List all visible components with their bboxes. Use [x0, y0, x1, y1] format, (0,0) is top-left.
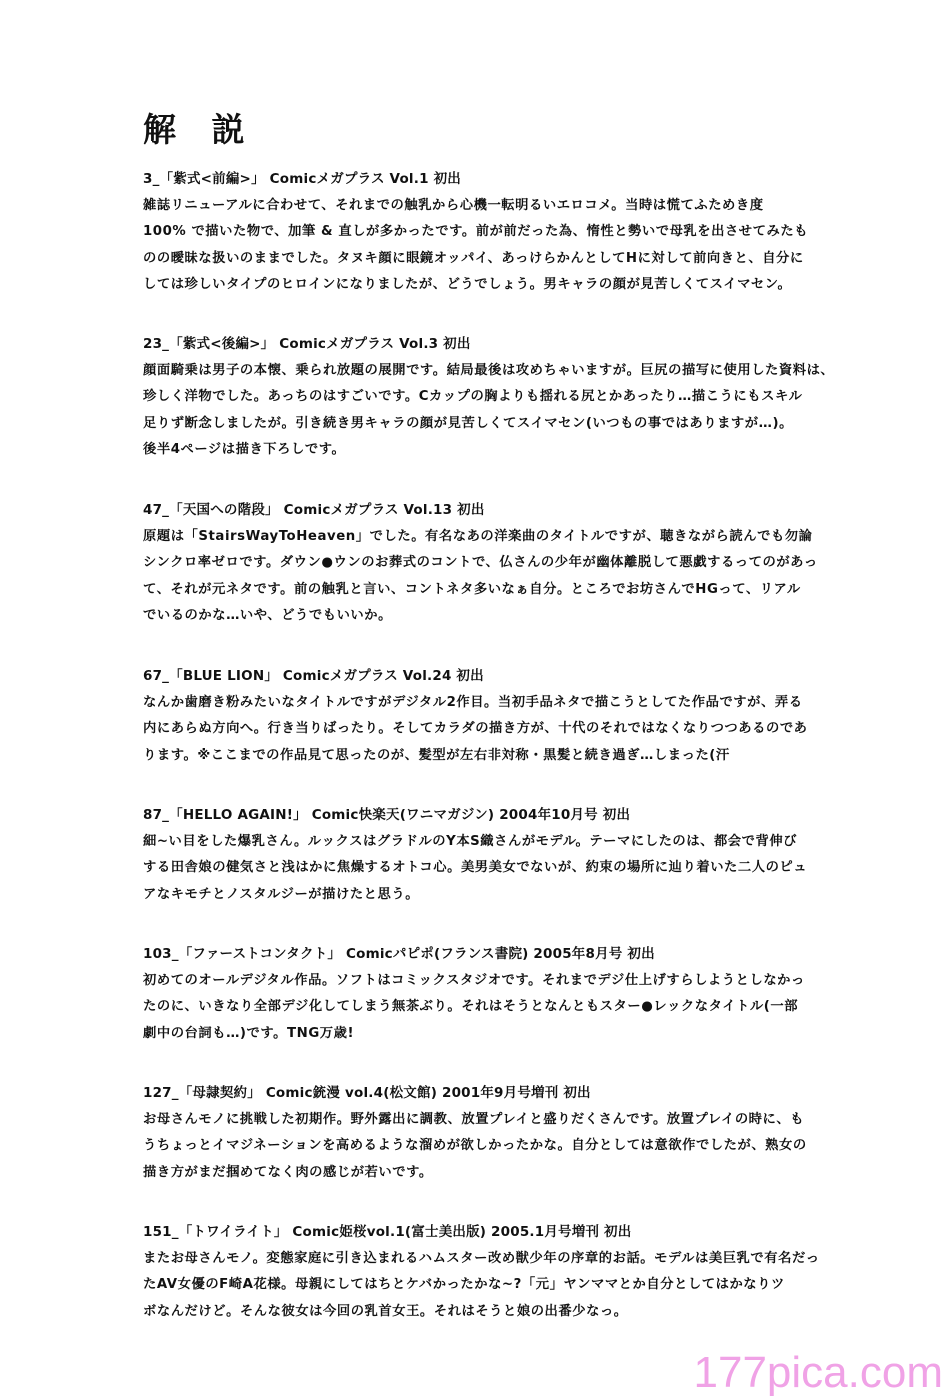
entry-text-line: でいるのかな…いや、どうでもいいか。 — [143, 607, 392, 623]
entry-text-line: 内にあらぬ方向へ。行き当りばったり。そしてカラダの描き方が、十代のそれではなくなりつつあるのであ — [143, 721, 808, 737]
entry-text-line: 原題は「StairsWayToHeaven」でした。有名なあの洋楽曲のタイトルですが、聴きながら読んでも勿論 — [143, 529, 813, 544]
entry-text-line: のの曖昧な扱いのままでした。タヌキ顔に眼鏡オッパイ、あっけらかんとしてHに対して前向きと、自分に — [143, 250, 804, 266]
entry-text-line: 雑誌リニューアルに合わせて、それまでの触乳から心機一転明るいエロコメ。当時は慌てふためき度 — [143, 198, 764, 213]
entry-heading: 23_「紫式<後編>」 Comicメガプラス Vol.3 初出 — [143, 336, 471, 352]
entry-text-line: 足りず断念しましたが。引き続き男キャラの顔が見苦しくてスイマセン(いつもの事ではありますが…)。 — [143, 415, 793, 431]
entry-text-line: お母さんモノに挑戦した初期作。野外露出に調教、放置プレイと盛りだくさんです。放置プレイの時に、も — [143, 1112, 805, 1127]
entry — [143, 335, 888, 463]
entry-heading: 67_「BLUE LION」 Comicメガプラス Vol.24 初出 — [143, 668, 484, 684]
entry — [143, 806, 888, 908]
entry-text-line: シンクロ率ゼロです。ダウン●ウンのお葬式のコントで、仏さんの少年が幽体離脱して悪戯するってのがあっ — [143, 555, 818, 571]
entry-text-line: しては珍しいタイプのヒロインになりましたが、どうでしょう。男キャラの顔が見苦しくてスイマセン。 — [143, 276, 792, 292]
entry-text-line: 珍しく洋物でした。あっちのはすごいです。Cカップの胸よりも揺れる尻とかあったり…描こうにもスキル — [143, 389, 803, 405]
entry-text-line: 100% で描いた物で、加筆 & 直しが多かったです。前が前だった為、惰性と勢いで母乳を出させてみたも — [143, 224, 809, 240]
entry-text-line: アなキモチとノスタルジーが描けたと思う。 — [143, 886, 420, 902]
entry — [143, 170, 888, 298]
entry-text-line: 顔面騎乗は男子の本懐、乗られ放題の展開です。結局最後は攻めちゃいますが。巨尻の描写に使用した資料は、 — [143, 363, 835, 378]
entry-heading: 103_「ファーストコンタクト」 Comicパピポ(フランス書院) 2005年8月号 初出 — [143, 946, 655, 962]
entry-text-line: 描き方がまだ掴めてなく肉の感じが若いです。 — [143, 1164, 433, 1180]
entry-heading: 127_「母隷契約」 Comic銃漫 vol.4(松文館) 2001年9月号増刊 初出 — [143, 1085, 591, 1101]
page-title: 解 説 — [143, 110, 257, 149]
entry-text-line: する田舎娘の健気さと浅はかに焦燥するオトコ心。美男美女でないが、約束の場所に辿り着いた二人のピュ — [143, 860, 808, 876]
entry-heading: 3_「紫式<前編>」 Comicメガプラス Vol.1 初出 — [143, 171, 461, 187]
entry-text-line: 後半4ページは描き下ろしです。 — [143, 441, 346, 457]
entry-text-line: なんか歯磨き粉みたいなタイトルですがデジタル2作目。当初手品ネタで描こうとしてた作品ですが、弄る — [143, 695, 803, 710]
entry — [143, 1223, 888, 1325]
entry-text-line: たのに、いきなり全部デジ化してしまう無茶ぶり。それはそうとなんともスター●レックなタイトル(一部 — [143, 999, 799, 1015]
entry-text-line: 細~い目をした爆乳さん。ルックスはグラドルのY本S織さんがモデル。テーマにしたのは、都会で背伸び — [143, 834, 798, 849]
entry-text-line: 劇中の台詞も…)です。TNG万歳! — [143, 1025, 355, 1041]
entry-text-line: たAV女優のF崎A花様。母親にしてはちとケバかったかな~?「元」ヤンママとか自分としてはかなりツ — [143, 1277, 785, 1293]
entry-heading: 47_「天国への階段」 Comicメガプラス Vol.13 初出 — [143, 502, 485, 518]
entry-heading: 151_「トワイライト」 Comic姫桜vol.1(富士美出版) 2005.1月号増刊 初出 — [143, 1224, 632, 1240]
entry-text-line: 初めてのオールデジタル作品。ソフトはコミックスタジオです。それまでデジ仕上げすらしようとしなかっ — [143, 973, 805, 988]
entry — [143, 501, 888, 629]
entry — [143, 1084, 888, 1186]
entry-heading: 87_「HELLO AGAIN!」 Comic快楽天(ワニマガジン) 2004年10月号 初出 — [143, 807, 631, 823]
entry-text-line: またお母さんモノ。変態家庭に引き込まれるハムスター改め獣少年の序章的お話。モデルは美巨乳で有名だっ — [143, 1251, 820, 1266]
entry-text-line: ボなんだけど。そんな彼女は今回の乳首女王。それはそうと娘の出番少なっ。 — [143, 1303, 628, 1319]
entry — [143, 667, 888, 769]
watermark: 177pica.com — [693, 1348, 943, 1397]
entry-text-line: ります。※ここまでの作品見て思ったのが、髪型が左右非対称・黒髪と続き過ぎ…しまった(汗 — [143, 747, 730, 763]
entry — [143, 945, 888, 1047]
entry-text-line: て、それが元ネタです。前の触乳と言い、コントネタ多いなぁ自分。ところでお坊さんでHGって、リアル — [143, 581, 801, 597]
entry-text-line: うちょっとイマジネーションを高めるような溜めが欲しかったかな。自分としては意欲作でしたが、熟女の — [143, 1138, 807, 1154]
